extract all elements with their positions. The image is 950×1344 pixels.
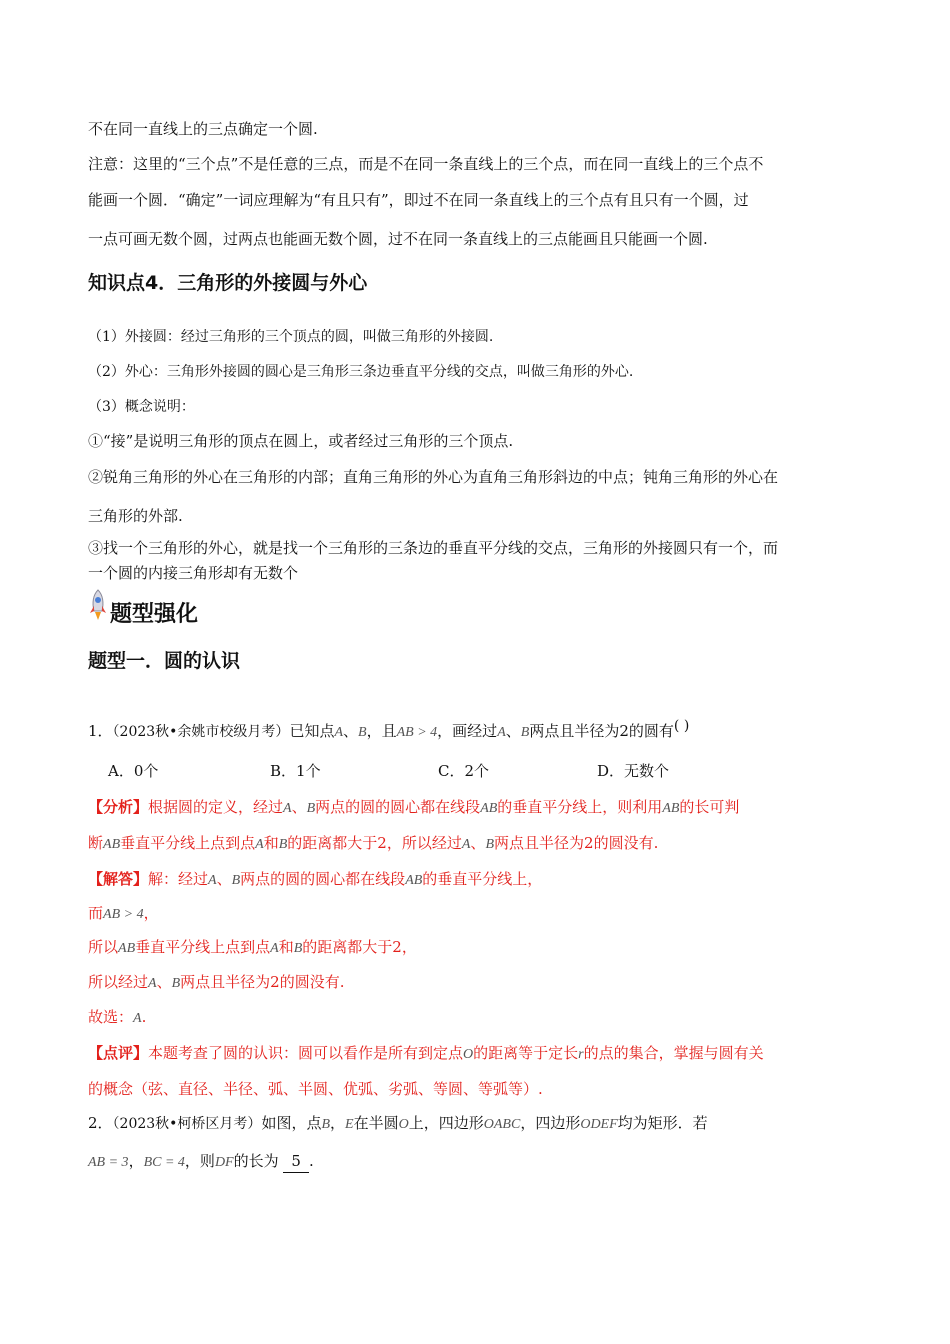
kp4-title: 知识点4．三角形的外接圆与外心 (88, 272, 368, 294)
solution-tag: 【解答】 (88, 870, 149, 888)
kp4-item-1: （1）外接圆：经过三角形的三个顶点的圆，叫做三角形的外接圆. (88, 329, 494, 345)
note-line-2: 能画一个圆．“确定”一词应理解为“有且只有”，即过不在同一条直线上的三个点有且只有一个圆，过 (88, 191, 749, 209)
kp4-item-3: （3）概念说明： (88, 399, 195, 415)
section-subtitle: 题型一．圆的认识 (88, 650, 241, 672)
kp4-concept-2a: ②锐角三角形的外心在三角形的内部；直角三角形的外心为直角三角形斜边的中点；钝角三角形的外心在 (88, 468, 779, 486)
question-2-line-2: AB = 3，BC = 4，则DF的长为 5 . (88, 1150, 314, 1174)
answer-paren: ( ) (673, 718, 690, 734)
kp4-concept-2b: 三角形的外部. (88, 507, 183, 525)
analysis-tag: 【分析】 (88, 798, 149, 816)
rocket-icon (86, 588, 110, 622)
kp4-concept-3a: ③找一个三角形的外心，就是找一个三角形的三条边的垂直平分线的交点，三角形的外接圆只有一个，而 (88, 539, 779, 557)
solution-line-3: 所以AB垂直平分线上点到点A和B的距离都大于2， (88, 938, 417, 956)
note-line-3: 一点可画无数个圆，过两点也能画无数个圆，过不在同一条直线上的三点能画且只能画一个圆. (88, 230, 708, 248)
question-2-line-1: 2．（2023秋•柯桥区月考）如图，点B，E在半圆O上，四边形OABC，四边形ODEF均为矩形．若 (88, 1114, 708, 1132)
option-d: D．无数个 (597, 762, 670, 780)
option-c: C．2个 (438, 762, 490, 780)
intro-line: 不在同一直线上的三点确定一个圆. (88, 120, 318, 138)
section-title: 题型强化 (110, 602, 199, 627)
option-b: B．1个 (270, 762, 321, 780)
question-1: 1．（2023秋•余姚市校级月考）已知点A、B，且AB > 4，画经过A、B两点且半径为2的圆有( ) (88, 718, 690, 740)
review-tag: 【点评】 (88, 1044, 149, 1062)
analysis-line-2: 断AB垂直平分线上点到点A和B的距离都大于2，所以经过A、B两点且半径为2的圆没有. (88, 834, 659, 852)
kp4-concept-1: ①“接”是说明三角形的顶点在圆上，或者经过三角形的三个顶点. (88, 432, 514, 450)
solution-line-5: 故选：A. (88, 1008, 147, 1026)
note-line-1: 注意：这里的“三个点”不是任意的三点，而是不在同一条直线上的三个点，而在同一直线上的三个点不 (88, 155, 764, 173)
kp4-item-2: （2）外心：三角形外接圆的圆心是三角形三条边垂直平分线的交点，叫做三角形的外心. (88, 364, 634, 380)
answer-blank: 5 (283, 1150, 309, 1173)
review-line-1: 【点评】本题考查了圆的认识：圆可以看作是所有到定点O的距离等于定长r的点的集合，掌握与圆有关 (88, 1044, 764, 1062)
solution-line-2: 而AB > 4， (88, 904, 159, 922)
analysis-line-1: 【分析】根据圆的定义，经过A、B两点的圆的圆心都在线段AB的垂直平分线上，则利用AB的长可判 (88, 798, 740, 816)
kp4-concept-3b: 一个圆的内接三角形却有无数个 (88, 564, 299, 582)
solution-line-4: 所以经过A、B两点且半径为2的圆没有. (88, 973, 345, 991)
solution-line-1: 【解答】解：经过A、B两点的圆的圆心都在线段AB的垂直平分线上， (88, 870, 543, 888)
option-a: A．0个 (108, 762, 159, 780)
review-line-2: 的概念（弦、直径、半径、弧、半圆、优弧、劣弧、等圆、等弧等）. (88, 1080, 543, 1098)
